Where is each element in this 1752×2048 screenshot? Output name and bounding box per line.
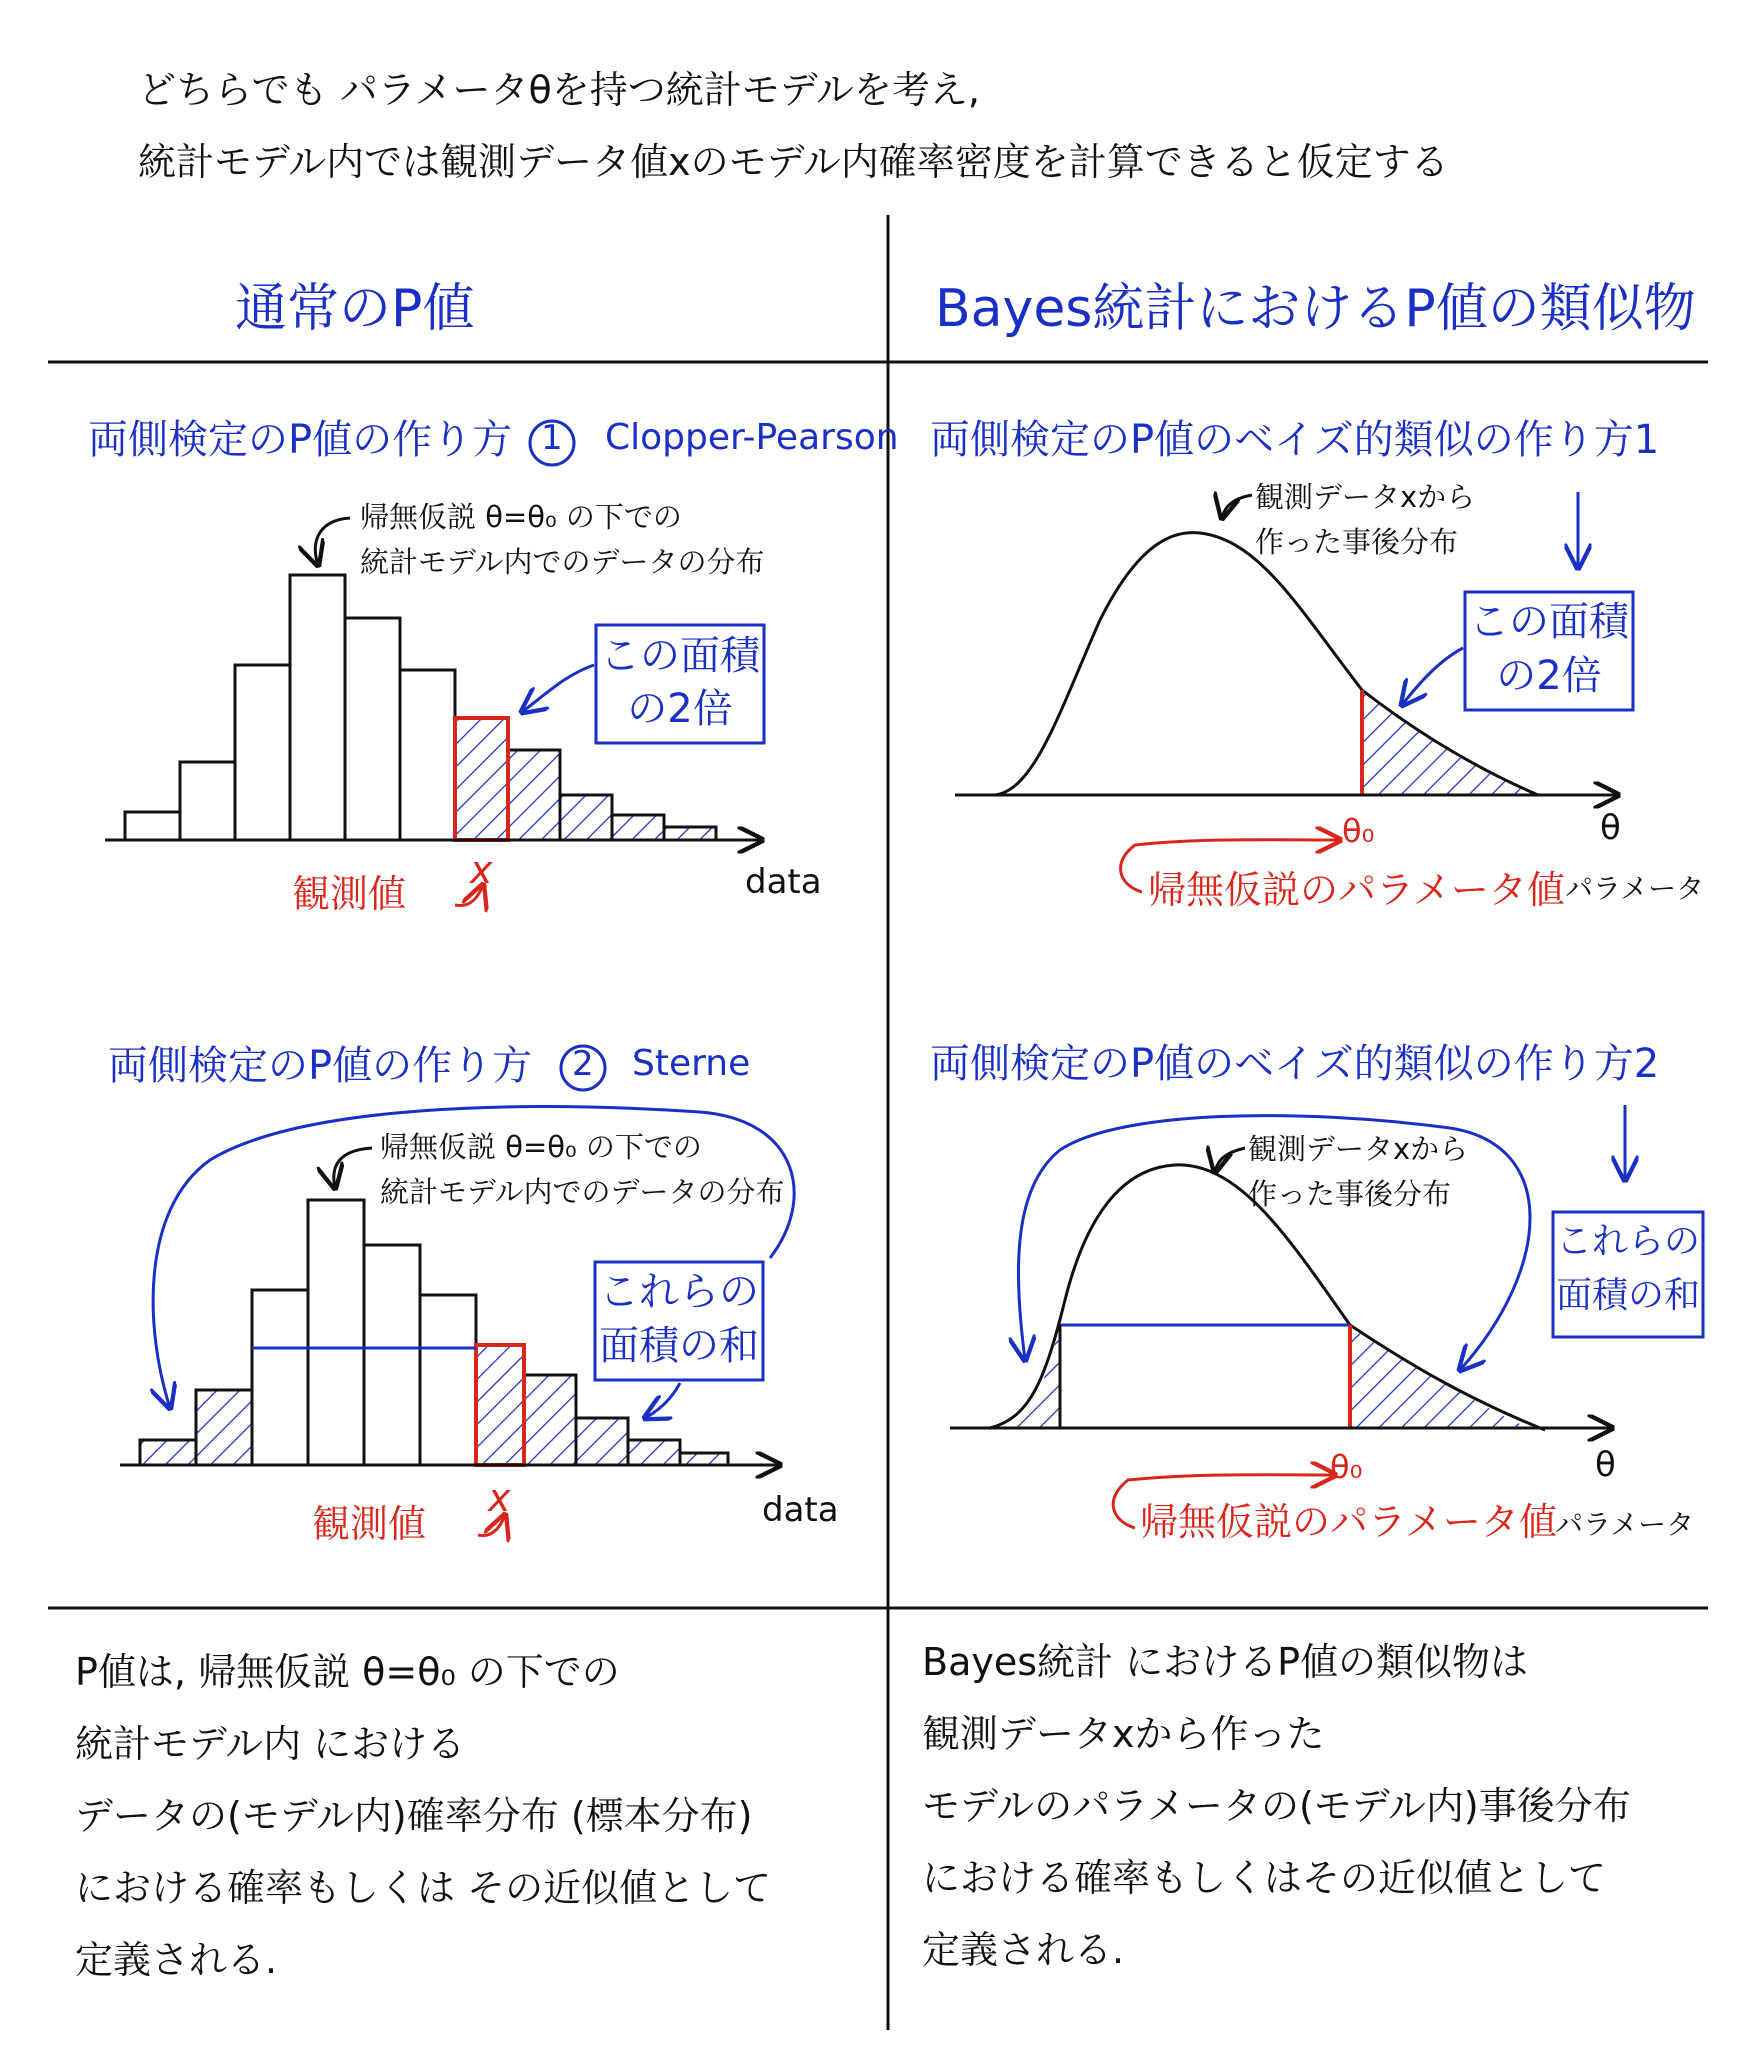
left-top-box-line-1: この面積 [600,633,760,679]
left-bottom-number: 2 [572,1044,594,1084]
posterior-curve [995,533,1538,795]
right-top-box-line-2: の2倍 [1496,653,1602,699]
hist-bar-hatched [140,1440,196,1465]
left-top-observed-label: 観測値 [292,872,407,916]
right-top-note-2: 作った事後分布 [1255,525,1459,559]
right-bottom-title: 両側検定のP値のベイズ的類似の作り方2 [930,1041,1660,1087]
summary-left-line-5: 定義される. [75,1938,278,1982]
intro-line-2: 統計モデル内では観測データ値xのモデル内確率密度を計算できると仮定する [138,140,1449,184]
left-bottom-axis-label: data [762,1490,839,1530]
summary-right-line-1: Bayes統計 におけるP値の類似物は [922,1640,1529,1684]
right-bottom-theta-label: θ [1595,1445,1616,1485]
hist-bar [420,1295,476,1465]
right-bottom-note-1: 観測データxから [1248,1132,1469,1166]
area-arrow [522,665,594,712]
left-top-axis-label: data [745,862,822,902]
tail-area [1362,690,1538,795]
hist-bar [125,812,180,840]
left-bottom-observed-label: 観測値 [312,1502,427,1546]
hist-bar-hatched [576,1418,628,1465]
left-bottom-note-1: 帰無仮説 θ=θ₀ の下での [380,1130,702,1164]
left-top-number: 1 [541,418,563,458]
left-top-note-2: 統計モデル内でのデータの分布 [360,545,765,579]
hist-bar [290,575,345,840]
left-top-method: Clopper-Pearson [605,417,899,458]
hist-bar [235,665,290,840]
note-arrow [1222,495,1252,518]
left-top-title: 両側検定のP値の作り方 [88,417,513,463]
left-column-title: 通常のP値 [235,279,475,339]
hist-bar-hatched [680,1453,728,1465]
left-bottom-method: Sterne [632,1043,751,1084]
right-top-theta0: θ₀ [1342,812,1375,850]
hist-bar [180,762,235,840]
hist-bar [400,670,455,840]
hist-bar [308,1200,364,1465]
left-bottom-box-line-1: これらの [599,1269,759,1315]
intro-line-1: どちらでも パラメータθを持つ統計モデルを考え, [138,68,980,112]
summary-right-line-4: における確率もしくはその近似値として [922,1856,1607,1900]
summary-right-line-3: モデルのパラメータの(モデル内)事後分布 [922,1784,1631,1828]
right-top-param-label: パラメータ [1565,872,1705,905]
right-top-box-line-1: この面積 [1469,599,1629,645]
hist-bar-hatched [508,750,560,840]
right-top-null-param-label: 帰無仮説のパラメータ値 [1148,868,1565,912]
summary-left-line-4: における確率もしくは その近似値として [75,1866,772,1910]
area-arrow [1402,648,1463,705]
left-bottom-note-2: 統計モデル内でのデータの分布 [380,1175,785,1209]
right-bottom-null-param-label: 帰無仮説のパラメータ値 [1140,1500,1557,1544]
summary-left-line-2: 統計モデル内 における [75,1722,466,1766]
hist-bar-hatched [196,1390,252,1465]
right-bottom-theta0: θ₀ [1330,1448,1363,1486]
summary-left-line-3: データの(モデル内)確率分布 (標本分布) [75,1794,753,1838]
hist-bar-hatched [560,795,612,840]
left-bottom-title: 両側検定のP値の作り方 [108,1043,533,1089]
hist-bar-hatched [524,1375,576,1465]
left-bottom-box-line-2: 面積の和 [599,1323,759,1369]
hist-bar-hatched [476,1345,524,1465]
hist-bar-hatched [664,827,716,840]
right-bottom-box-line-1: これらの [1555,1221,1700,1262]
right-bottom-box-line-2: 面積の和 [1555,1275,1700,1316]
right-column-title: Bayes統計におけるP値の類似物 [935,279,1696,339]
left-top-note-1: 帰無仮説 θ=θ₀ の下での [360,500,682,534]
note-arrow [334,1148,372,1188]
hist-bar-hatched [455,718,508,840]
left-bottom-x-symbol: x [488,1476,511,1520]
hist-bar [252,1290,308,1465]
hist-bar [345,618,400,840]
left-top-box-line-2: の2倍 [627,686,733,732]
summary-right-line-5: 定義される. [922,1928,1125,1972]
summary-left-line-1: P値は, 帰無仮説 θ=θ₀ の下での [75,1650,620,1694]
right-bottom-note-2: 作った事後分布 [1248,1177,1452,1211]
hist-bar [364,1245,420,1465]
area-arrow-small [645,1383,680,1418]
right-bottom-param-label: パラメータ [1555,1508,1695,1541]
note-arrow [1215,1148,1245,1172]
note-arrow [315,518,350,565]
right-top-theta-label: θ [1600,808,1621,848]
right-top-title: 両側検定のP値のベイズ的類似の作り方1 [930,417,1660,463]
right-top-note-1: 観測データxから [1255,480,1476,514]
left-top-x-symbol: x [470,848,493,892]
hist-bar-hatched [612,815,664,840]
hist-bar-hatched [628,1440,680,1465]
summary-right-line-2: 観測データxから作った [922,1712,1325,1756]
